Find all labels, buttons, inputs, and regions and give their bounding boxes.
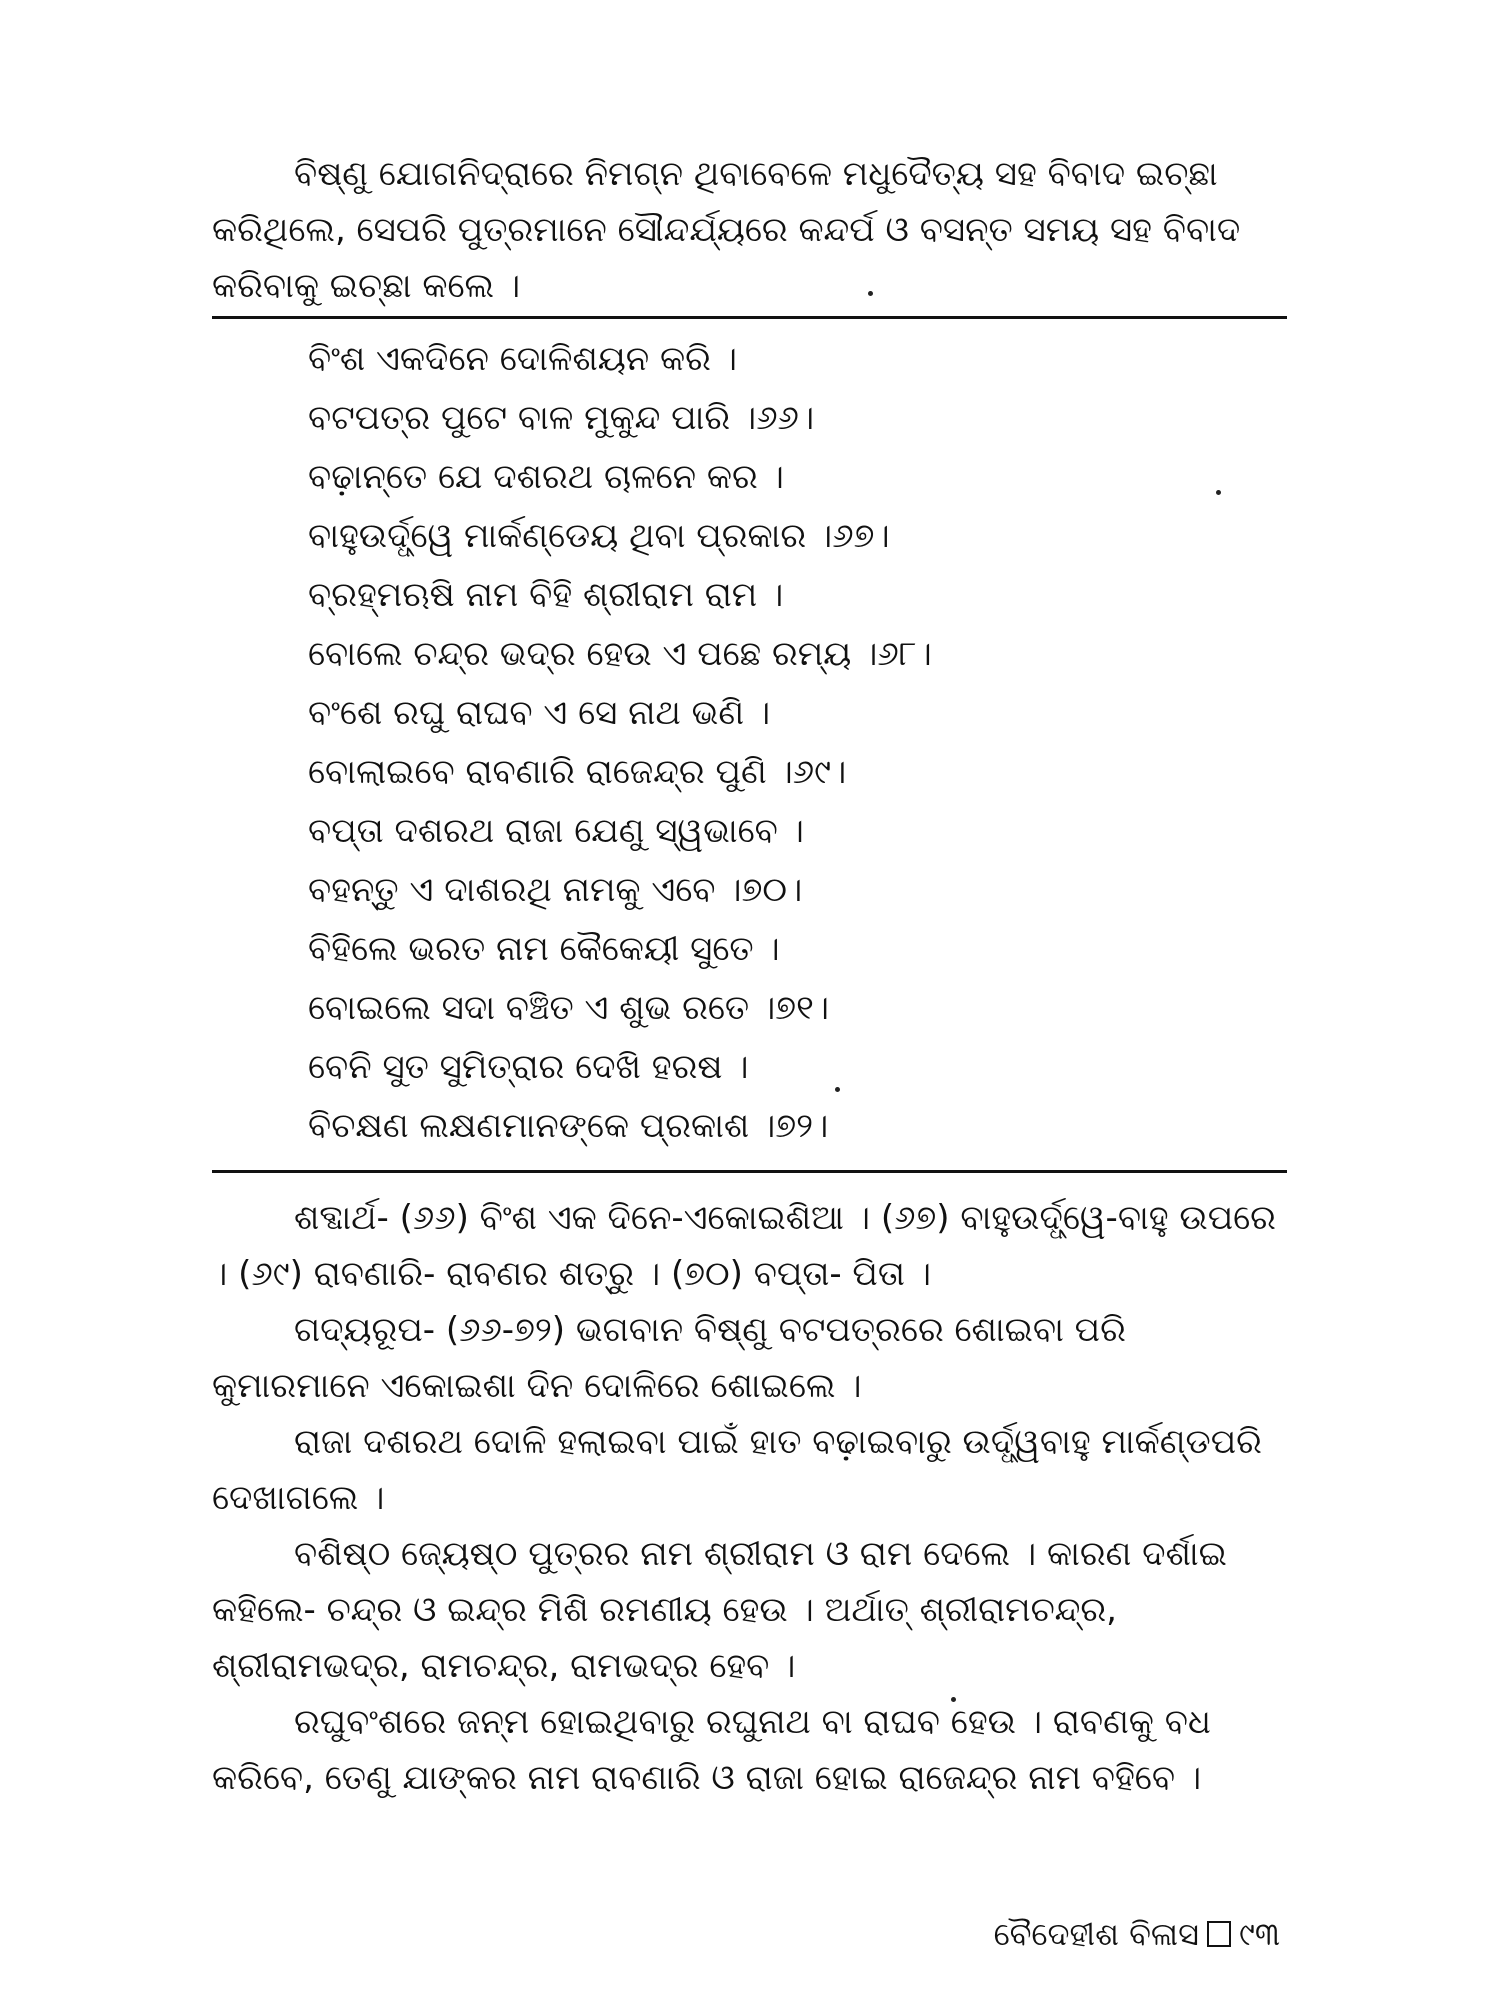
verse-line: ବାହୁଉର୍ଦ୍ଧ୍ୱେ ମାର୍କଣ୍ଡେୟ ଥିବା ପ୍ରକାର ।୬୭।	[308, 516, 890, 556]
top-divider	[212, 316, 1287, 319]
verse-line: ବୋଲାଇବେ ରାବଣାରି ରାଜେନ୍ଦ୍ର ପୁଣି ।୬୯।	[308, 752, 847, 792]
verse-line: ବିହିଲେ ଭରତ ନାମ କୈକେୟୀ ସୁତେ ।	[308, 929, 780, 969]
verse-line: ବ୍ରହ୍ମଋଷି ନାମ ବିହି ଶ୍ରୀରାମ ରାମ ।	[308, 575, 784, 615]
page-footer	[994, 1915, 1280, 1954]
verse-line: ବେନି ସୁତ ସୁମିତ୍ରାର ଦେଖି ହରଷ ।	[308, 1047, 749, 1087]
print-speck	[835, 1087, 840, 1092]
mid-divider	[212, 1170, 1287, 1173]
separator-box-icon	[1207, 1921, 1231, 1947]
verse-line: ବିଂଶ ଏକଦିନେ ଦୋଳିଶୟନ କରି ।	[308, 339, 738, 379]
print-speck	[1216, 490, 1221, 495]
print-speck	[868, 291, 873, 296]
verse-line: ବଟପତ୍ର ପୁଟେ ବାଳ ମୁକୁନ୍ଦ ପାରି ।୬୬।	[308, 398, 815, 438]
verse-line: ବିଚକ୍ଷଣ ଲକ୍ଷଣମାନଙ୍କେ ପ୍ରକାଶ ।୭୨।	[308, 1106, 829, 1146]
page-number: ୯୩	[1238, 1915, 1280, 1953]
prose-paragraph: ବଶିଷ୍ଠ ଜ୍ୟେଷ୍ଠ ପୁତ୍ରର ନାମ ଶ୍ରୀରାମ ଓ ରାମ ଦେଲେ । କାରଣ ଦର୍ଶାଇ କହିଲେ- ଚନ୍ଦ୍ର ଓ ଇନ୍ଦ୍ର ମିଶି ରମଣୀୟ ହେଉ । ଅର୍ଥାତ୍ ଶ୍ରୀରାମଚନ୍ଦ୍ର, ଶ୍ରୀରାମଭଦ୍ର, ରାମଚନ୍ଦ୍ର, ରାମଭଦ୍ର ହେବ ।	[212, 1534, 1227, 1686]
verse-line: ବୋଲେ ଚନ୍ଦ୍ର ଭଦ୍ର ହେଉ ଏ ପଛେ ରମ୍ୟ ।୬୮।	[308, 634, 932, 674]
verse-line: ବପ୍ତା ଦଶରଥ ରାଜା ଯେଣୁ ସ୍ୱଭାବେ ।	[308, 811, 804, 851]
commentary	[212, 1190, 1287, 1806]
prose-paragraph: ରଘୁବଂଶରେ ଜନ୍ମ ହୋଇଥିବାରୁ ରଘୁନାଥ ବା ରାଘବ ହେଉ । ରାବଣକୁ ବଧ କରିବେ, ତେଣୁ ଯାଙ୍କର ନାମ ରାବଣାରି ଓ ରାଜା ହୋଇ ରାଜେନ୍ଦ୍ର ନାମ ବହିବେ ।	[212, 1702, 1211, 1798]
verse-line: ବଂଶେ ରଘୁ ରାଘବ ଏ ସେ ନାଥ ଭଣି ।	[308, 693, 771, 733]
prose-paragraph: ଗଦ୍ୟରୂପ- (୬୬-୭୨) ଭଗବାନ ବିଷ୍ଣୁ ବଟପତ୍ରରେ ଶୋଇବା ପରି କୁମାରମାନେ ଏକୋଇଶା ଦିନ ଦୋଳିରେ ଶୋଇଲେ ।	[212, 1310, 1126, 1406]
intro-text: ବିଷ୍ଣୁ ଯୋଗନିଦ୍ରାରେ ନିମଗ୍ନ ଥିବାବେଳେ ମଧୁଦୈତ୍ୟ ସହ ବିବାଦ ଇଚ୍ଛା କରିଥିଲେ, ସେପରି ପୁତ୍ରମାନେ ସୌନ୍ଦର୍ଯ୍ୟରେ କନ୍ଦର୍ପ ଓ ବସନ୍ତ ସମୟ ସହ ବିବାଦ କରିବାକୁ ଇଚ୍ଛା କଲେ ।	[212, 154, 1241, 306]
word-meaning-paragraph: ଶବ୍ଦାର୍ଥ- (୬୬) ବିଂଶ ଏକ ଦିନେ-ଏକୋଇଶିଆ । (୬୭) ବାହୁଉର୍ଦ୍ଧ୍ୱେ-ବାହୁ ଉପରେ । (୬୯) ରାବଣାରି- ରାବଣର ଶତ୍ରୁ । (୭୦) ବପ୍ତା- ପିତା ।	[212, 1198, 1276, 1294]
intro-paragraph	[212, 146, 1287, 314]
book-title: ବୈଦେହୀଶ ବିଳାସ	[993, 1915, 1199, 1953]
verse-list	[308, 330, 1208, 1156]
verse-line: ବହନ୍ତୁ ଏ ଦାଶରଥି ନାମକୁ ଏବେ ।୭୦।	[308, 870, 803, 910]
print-speck	[951, 1697, 956, 1702]
prose-paragraph: ରାଜା ଦଶରଥ ଦୋଳି ହଲାଇବା ପାଇଁ ହାତ ବଢ଼ାଇବାରୁ ଉର୍ଦ୍ଧ୍ୱବାହୁ ମାର୍କଣ୍ଡପରି ଦେଖାଗଲେ ।	[212, 1422, 1262, 1518]
verse-line: ବୋଇଲେ ସଦା ବଞ୍ଚିତ ଏ ଶୁଭ ରତେ ।୭୧।	[308, 988, 830, 1028]
verse-line: ବଢ଼ାନ୍ତେ ଯେ ଦଶରଥ ଚାଳନେ କର ।	[308, 457, 784, 497]
